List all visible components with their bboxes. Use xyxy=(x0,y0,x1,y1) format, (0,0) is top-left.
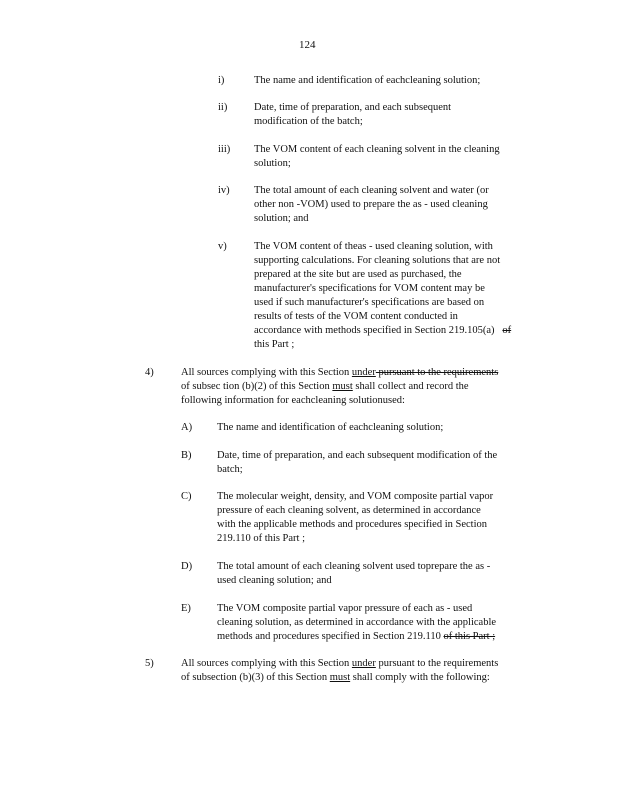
item-label: 4) xyxy=(145,367,154,378)
struck-text: of xyxy=(502,325,512,336)
struck-text: pursuant to the requirements xyxy=(375,367,499,378)
underlined-text: must xyxy=(329,672,351,683)
text-line: Date, time of preparation, and each subsequent xyxy=(254,102,452,113)
item-label: D) xyxy=(181,561,193,572)
item-text xyxy=(217,490,537,546)
text-line: modification of the batch; xyxy=(254,116,363,127)
item-label: iv) xyxy=(218,185,230,196)
text-line: Date, time of preparation, and each subsequent modification of the xyxy=(217,450,498,461)
text-line xyxy=(181,366,541,380)
item-text xyxy=(254,74,538,88)
text-span: All sources complying with this Section xyxy=(181,367,352,378)
text-line: with the applicable methods and procedures specified in Section xyxy=(217,519,488,530)
text-line: used if such manufacturer's specifications are based on xyxy=(254,297,485,308)
item-text xyxy=(254,184,538,226)
item-text xyxy=(181,657,541,685)
struck-text: of this Part ; xyxy=(443,631,496,642)
text-span: methods and procedures specified in Section 219.110 xyxy=(217,631,444,642)
underlined-text: under xyxy=(351,658,376,669)
text-line: The molecular weight, density, and VOM composite partial vapor xyxy=(217,491,494,502)
text-line: The name and identification of eachcleaning solution; xyxy=(254,75,481,86)
item-label: v) xyxy=(218,241,227,252)
text-line: following information for eachcleaning solutionused: xyxy=(181,395,405,406)
text-line: other non -VOM) used to prepare the as - used cleaning xyxy=(254,199,488,210)
item-label: E) xyxy=(181,603,191,614)
text-line: solution; and xyxy=(254,213,309,224)
text-span: shall collect and record the xyxy=(352,381,469,392)
text-line xyxy=(181,657,541,671)
text-line xyxy=(181,671,541,685)
text-line: The VOM content of each cleaning solvent in the cleaning xyxy=(254,144,500,155)
item-label: i) xyxy=(218,75,225,86)
item-text xyxy=(181,366,541,408)
text-line: 219.110 of this Part ; xyxy=(217,533,305,544)
text-line: The total amount of each cleaning solvent and water (or xyxy=(254,185,489,196)
item-label: B) xyxy=(181,450,192,461)
text-span: accordance with methods specified in Section 219.105(a) xyxy=(254,325,495,336)
text-span: of subsection (b)(3) of this Section xyxy=(181,672,330,683)
text-line: The name and identification of eachcleaning solution; xyxy=(217,422,444,433)
text-line xyxy=(181,380,541,394)
text-line: The VOM content of theas - used cleaning solution, with xyxy=(254,241,493,252)
item-text xyxy=(217,560,537,588)
text-line: The total amount of each cleaning solvent used toprepare the as - xyxy=(217,561,491,572)
text-line: manufacturer's specifications for VOM content may be xyxy=(254,283,485,294)
text-line: batch; xyxy=(217,464,243,475)
item-text xyxy=(217,449,537,477)
text-line: pressure of each cleaning solvent, as determined in accordance xyxy=(217,505,481,516)
item-text xyxy=(217,421,537,435)
item-text xyxy=(217,602,537,644)
item-text xyxy=(254,101,538,129)
text-line xyxy=(217,630,537,644)
item-label: C) xyxy=(181,491,192,502)
text-span: All sources complying with this Section xyxy=(181,658,352,669)
text-line xyxy=(254,324,538,338)
page-number: 124 xyxy=(299,39,316,51)
text-line: supporting calculations. For cleaning solutions that are not xyxy=(254,255,501,266)
text-span: shall comply with the following: xyxy=(350,672,490,683)
text-line: The VOM composite partial vapor pressure of each as - used xyxy=(217,603,473,614)
text-line: this Part ; xyxy=(254,339,295,350)
item-label: A) xyxy=(181,422,193,433)
text-line: cleaning solution, as determined in accordance with the applicable xyxy=(217,617,497,628)
text-span: of subsec tion (b)(2) of this Section xyxy=(181,381,333,392)
item-text xyxy=(254,143,538,171)
text-line: solution; xyxy=(254,158,291,169)
text-line: used cleaning solution; and xyxy=(217,575,332,586)
text-line: prepared at the site but are used as purchased, the xyxy=(254,269,462,280)
underlined-text: must xyxy=(332,381,353,392)
item-label: ii) xyxy=(218,102,228,113)
item-label: iii) xyxy=(218,144,231,155)
text-line: results of tests of the VOM content conducted in xyxy=(254,311,458,322)
item-label: 5) xyxy=(145,658,154,669)
item-text xyxy=(254,240,538,352)
text-span: pursuant to the requirements xyxy=(375,658,499,669)
underlined-text: under xyxy=(351,367,376,378)
